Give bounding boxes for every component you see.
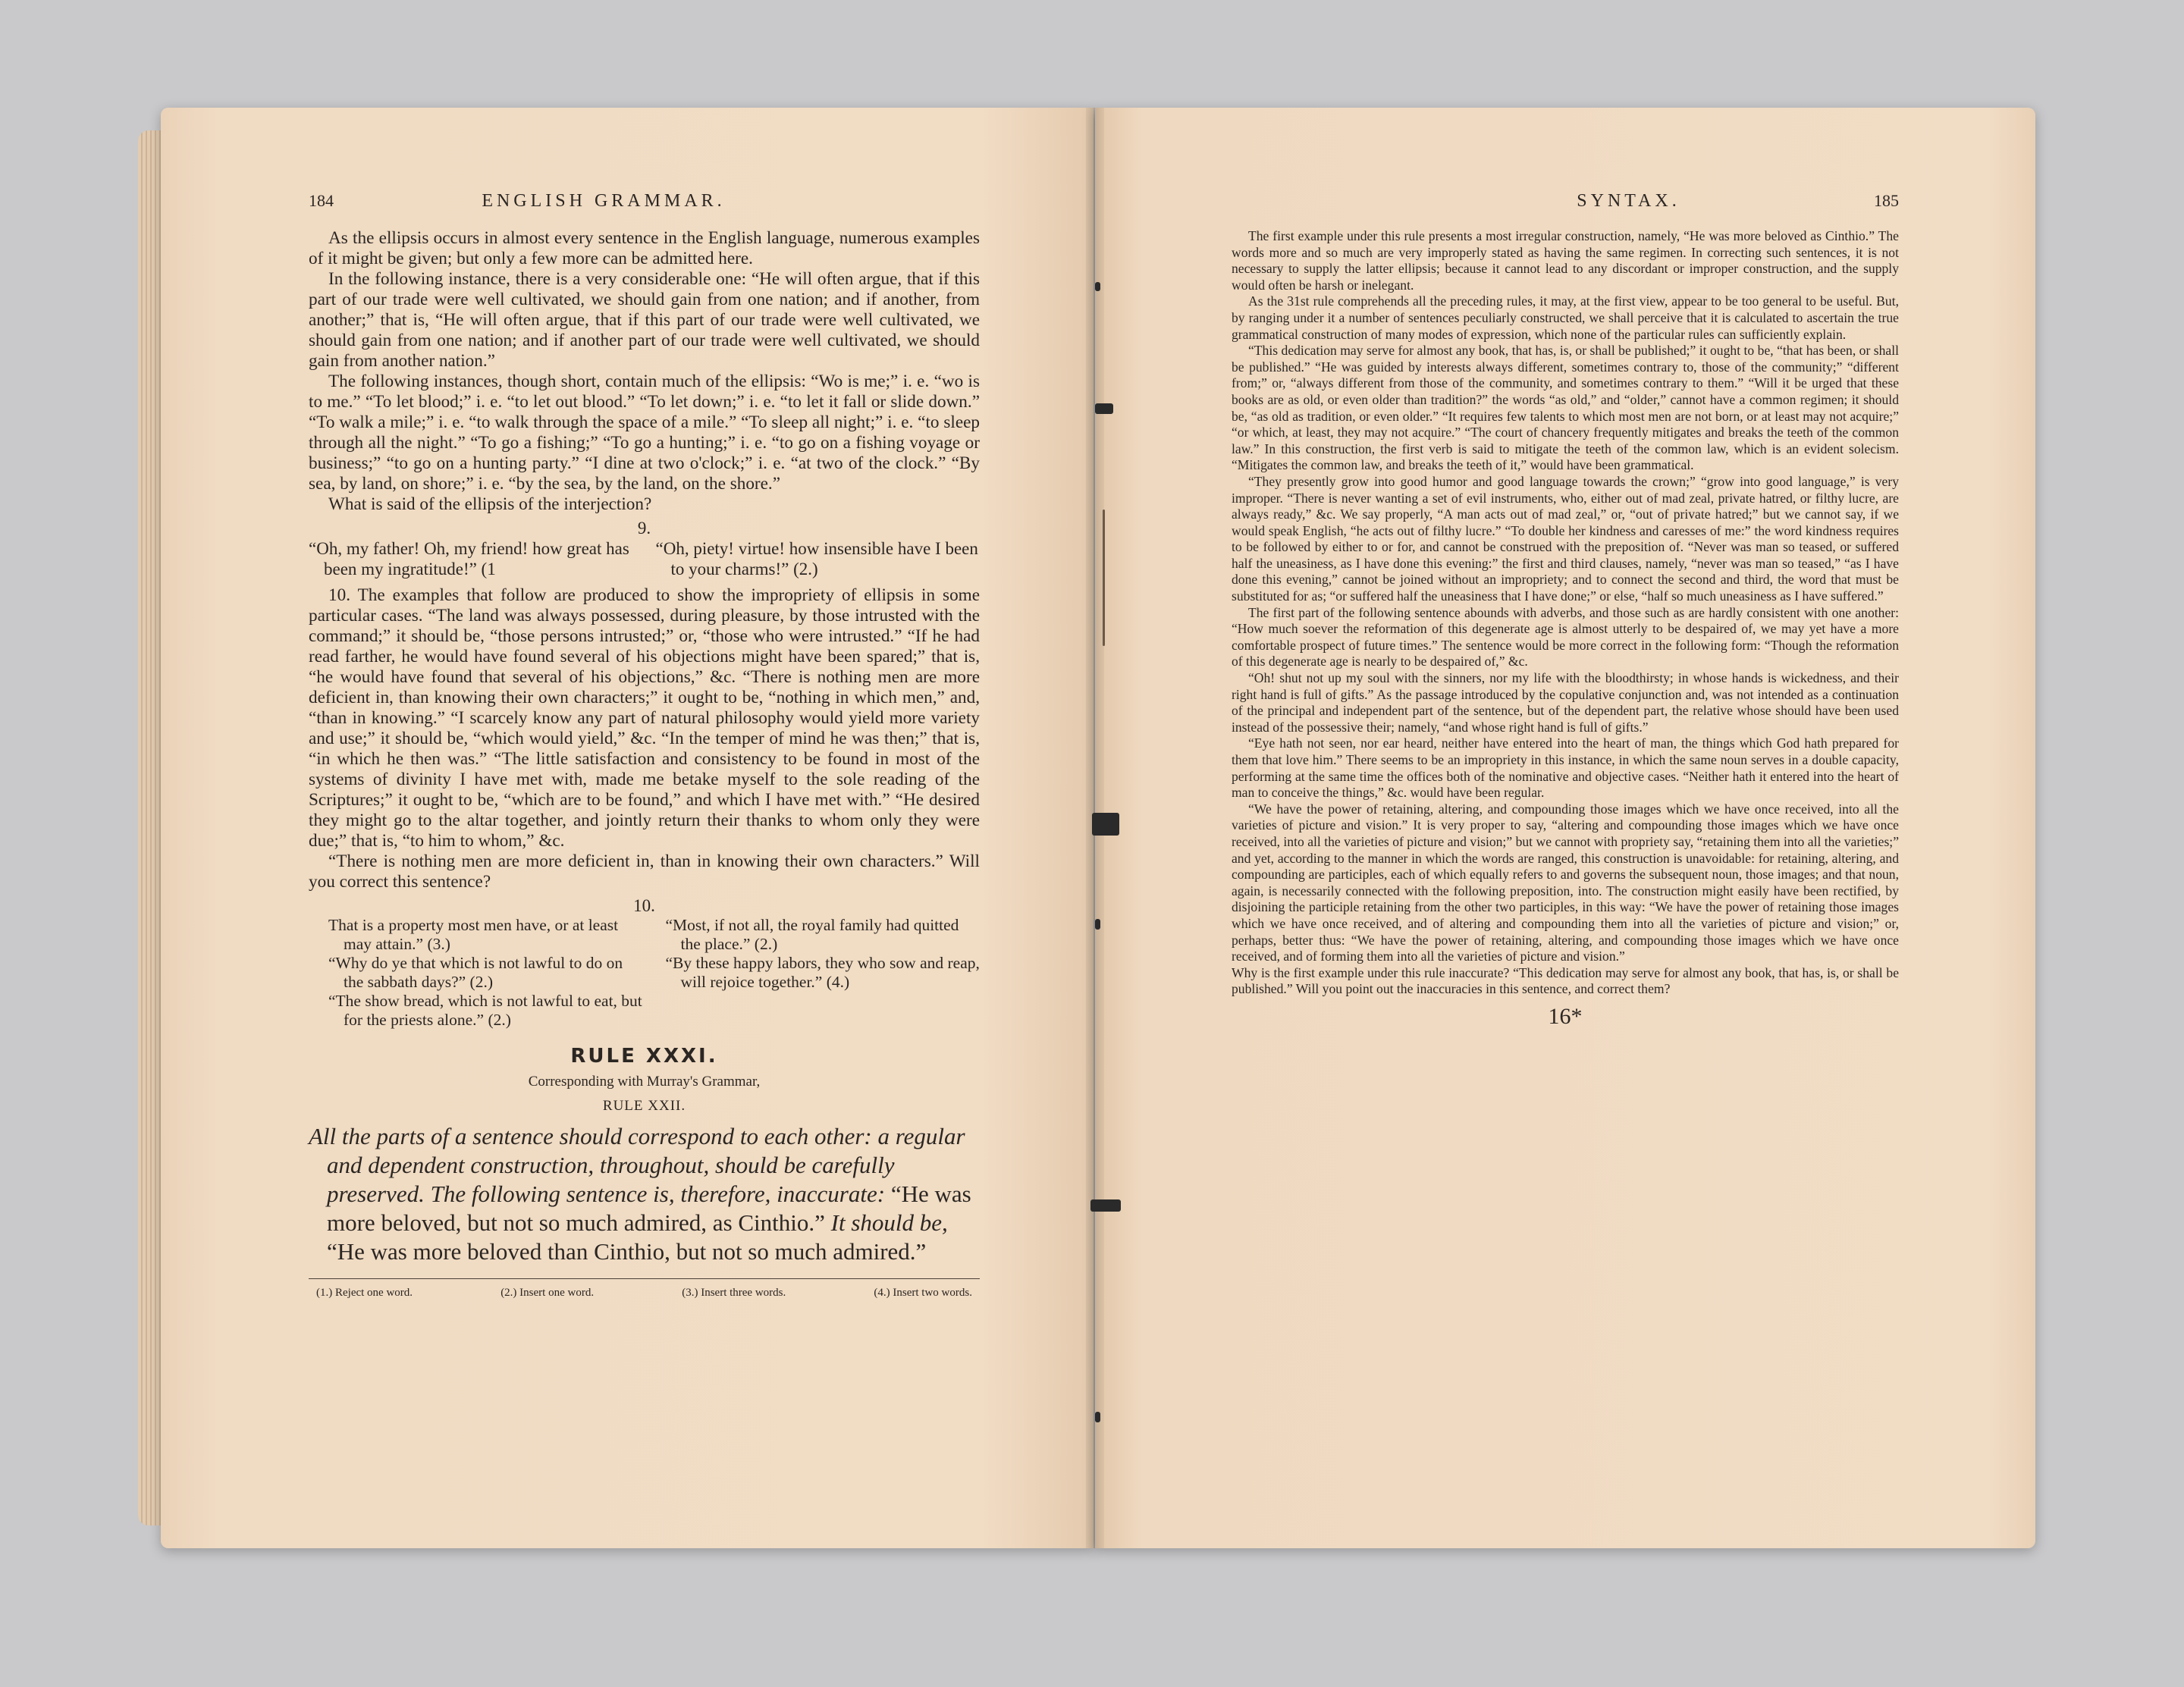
left-running-title: ENGLISH GRAMMAR. — [482, 191, 726, 211]
right-page-number: 185 — [1873, 191, 1899, 210]
paragraph: In the following instance, there is a very considerable one: “He will often argue, that if this part of our trade were well cultivated, we should gain from one nation; and if another, from another;” that is, “He will often argue, that if this part of our trade were well cultivated, we should gain from one nation; and if another part of our trade were well cultivated, we should gain from another nation.” — [309, 269, 980, 371]
exercise-10 — [309, 916, 980, 1030]
footnote: (1.) Reject one word. — [316, 1287, 413, 1299]
binding-stitch — [1095, 282, 1100, 291]
exercise-item: That is a property most men have, or at least may attain.” (3.) — [328, 916, 619, 953]
rule-reference: RULE XXII. — [602, 1098, 686, 1114]
paragraph: “We have the power of retaining, altering, and compounding those images which we have once received, into all the varieties of picture and vision.” It is very proper to say, “altering and compounding those images which we have once received, into all the varieties of picture and vision;” but we cannot with propriety say, “retaining them into all the varieties;” and yet, according to the manner in which the words are ranged, this construction is unavoidable: for retaining, altering, and compounding are participles, each of which equally refers to and governs the subsequent noun, those images; and that noun, again, is necessarily connected with the following preposition, into. The construction might easily have been rectified, by disjoining the participle retaining from the other two participles, in this way: “We have the power of retaining those images which we have once received, and of altering and compounding them into all the varieties of picture and vision;” or, perhaps, better thus: “We have the power of retaining, altering, and compounding those images which we have once received, and of forming them into all the varieties of picture and vision.” — [1232, 801, 1899, 964]
exercise-item: “Most, if not all, the royal family had quitted the place.” (2.) — [665, 916, 959, 953]
rule-correction: “He was more beloved than Cinthio, but not so much admired.” — [327, 1238, 927, 1265]
exercise-item: “The show bread, which is not lawful to eat, but for the priests alone.” (2.) — [328, 992, 642, 1029]
open-book — [138, 108, 2041, 1548]
binding-stitch — [1092, 813, 1119, 836]
binding-stitch — [1095, 919, 1100, 930]
footnote: (2.) Insert one word. — [500, 1287, 595, 1299]
exercise-item: “Why do ye that which is not lawful to do on the sabbath days?” (2.) — [328, 954, 623, 991]
left-body — [309, 228, 980, 1300]
exercise-item: “Oh, my father! Oh, my friend! how great has been my ingratitude!” (1 — [309, 539, 629, 579]
footnotes — [309, 1278, 980, 1300]
paragraph: As the 31st rule comprehends all the preceding rules, it may, at the first view, appear to be too general to be useful. But, by ranging under it a number of sentences peculiarly constructed, we shall perceive that it is calculated to ascertain the true grammatical construction of many modes of expression, which none of the particular rules can sufficiently explain. — [1232, 293, 1899, 342]
exercise-9 — [309, 538, 980, 579]
left-page-number: 184 — [309, 191, 334, 210]
right-running-head — [1232, 191, 1899, 212]
right-page — [1095, 108, 2035, 1548]
exercise-item: “Oh, piety! virtue! how insensible have I been to your charms!” (2.) — [655, 539, 978, 579]
paragraph: As the ellipsis occurs in almost every sentence in the English language, numerous examples of it might be given; but only a few more can be admitted here. — [309, 228, 980, 268]
right-page-content — [1232, 191, 1899, 1030]
binding-stitch — [1095, 403, 1113, 414]
question: What is said of the ellipsis of the interjection? — [328, 494, 652, 514]
paragraph: “Oh! shut not up my soul with the sinners, nor my life with the bloodthirsty; in whose hands is wickedness, and their right hand is full of gifts.” As the passage introduced by the copulative conjunction and, was not intended as a continuation of the principal and independent part of the sentence, but of the dependent part, the relative whose should have been used instead of the possessive their; namely, “and whose right hand is full of gifts.” — [1232, 670, 1899, 735]
right-body — [1232, 228, 1899, 1030]
paragraph: “Eye hath not seen, nor ear heard, neither have entered into the heart of man, the things which God hath prepared for them that love him.” There seems to be an impropriety in this instance, in which the same noun serves in a double capacity, performing at the same time the offices both of the nominative and objective cases. “Neither hath it entered into the heart of man to conceive the things,” &c. would have been regular. — [1232, 735, 1899, 801]
paragraph: The first part of the following sentence abounds with adverbs, and those such as are hardly consistent with one another: “How much soever the reformation of this degenerate age is almost utterly to be despaired of, we may yet have a more comfortable prospect of future times.” The sentence would be more correct in the following form: “Though the reformation of this degenerate age is nearly to be despaired of,” &c. — [1232, 604, 1899, 669]
left-page-content — [309, 191, 980, 1300]
exercise-item: “By these happy labors, they who sow and reap, will rejoice together.” (4.) — [665, 954, 980, 991]
signature-mark: 16* — [1548, 1003, 1583, 1029]
right-running-title: SYNTAX. — [1577, 191, 1680, 211]
rule-statement — [309, 1122, 980, 1266]
paragraph: The first example under this rule presents a most irregular construction, namely, “He was more beloved as Cinthio.” The words more and so much are very improperly stated as having the same regimen. In correcting such sentences, it is not necessary to supply the latter ellipsis; because it cannot lead to any discordant or improper construction, and the supply would often be harsh or inelegant. — [1232, 228, 1899, 293]
paragraph: “This dedication may serve for almost any book, that has, is, or shall be published;” it ought to be, “that has been, or shall be published.” “He was guided by interests always different, sometimes contrary to, those of the community;” “different from;” or, “always different from those of the community, and sometimes contrary to them.” “Will it be urged that these books are as old, or even older than tradition?” the words “as old,” and “older,” cannot have a common regimen; it should be, “as old as tradition, or even older.” “It requires few talents to which most men are not born, or at least may not acquire;” “or which, at least, they may not acquire.” “The court of chancery frequently mitigates and breaks the teeth of the common law.” In this construction, the first verb is said to mitigate the teeth of the common law, which is an evident solecism. “Mitigates the common law, and breaks the teeth of it,” would have been grammatical. — [1232, 343, 1899, 473]
paragraph: “They presently grow into good humor and good language towards the crown;” “grow into good language,” is very improper. “There is never wanting a set of evil instruments, who, either out of mad zeal, private hatred, or filthy lucre, are always ready,” &c. We say properly, “A man acts out of mad zeal,” or, “out of private hatred;” but we cannot say, if we would speak English, “he acts out of filthy lucre.” “To double her kindness and caresses of me:” the word kindness requires to be followed by either to or for, and cannot be construed with the preposition of. “Never was man so teased, or suffered half the uneasiness, as I have done this evening:” the first and third clauses, namely, “never was man so teased,” “as I have done this evening,” cannot be joined without an impropriety; and to connect the second and third, the word that must be substituted for as; “or suffered half the uneasiness that I have done;” or else, “half so much uneasiness as I have suffered.” — [1232, 473, 1899, 604]
paragraph: 10. The examples that follow are produced to show the impropriety of ellipsis in some particular cases. “The land was always possessed, during pleasure, by those intrusted with the command;” it should be, “those persons intrusted;” or, “those who were intrusted.” “If he had read farther, he would have found several of his objections might have been spared;” that is, “he would have found that several of his objections,” &c. “There is nothing men are more deficient in, than knowing their own characters;” it ought to be, “nothing in which men,” and, “than in knowing.” “I scarcely know any part of natural philosophy would yield more variety and use;” it should be, “which would yield,” &c. “In the temper of mind he was then;” that is, “in which he then was.” “The little satisfaction and consistency to be found in most of the systems of divinity I have met with, made me betake myself to the sole reading of the Scriptures;” it ought to be, “which are to be found,” and which I have met with.” “He desired they might go to the altar together, and jointly return their thanks to whom only they were due;” that is, “to him to whom,” &c. — [309, 585, 980, 851]
rule-example: “He was more beloved, but not so much admired, as Cinthio.” — [327, 1181, 971, 1236]
rule-italic-text: It should be, — [824, 1209, 948, 1236]
rule-subtitle: Corresponding with Murray's Grammar, — [528, 1074, 761, 1090]
footnote: (3.) Insert three words. — [682, 1287, 786, 1299]
review-question: Why is the first example under this rule inaccurate? “This dedication may serve for almost any book, that has, is, or shall be published.” Will you point out the inaccuracies in this sentence, and correct them? — [1232, 964, 1899, 997]
paragraph: The following instances, though short, contain much of the ellipsis: “Wo is me;” i. e. “wo is to me.” “To let blood;” i. e. “to let out blood.” “To let down;” i. e. “to let it fall or slide down.” “To walk a mile;” i. e. “to walk through the space of a mile.” “To sleep all night;” i. e. “to sleep through all the night.” “To go a fishing;” “To go a hunting;” i. e. “to go on a fishing voyage or business;” “to go on a hunting party.” “I dine at two o'clock;” i. e. “at two of the clock.” “By sea, by land, on shore;” i. e. “by the sea, by the land, on the shore.” — [309, 372, 980, 494]
rule-title: RULE XXXI. — [570, 1045, 718, 1068]
exercise-number: 10. — [633, 896, 655, 915]
left-running-head — [309, 191, 980, 212]
left-page — [161, 108, 1094, 1548]
binding-stitch — [1103, 510, 1105, 646]
footnote: (4.) Insert two words. — [874, 1287, 972, 1299]
exercise-number: 9. — [637, 519, 651, 538]
binding-stitch — [1090, 1199, 1121, 1212]
paragraph: “There is nothing men are more deficient in, than in knowing their own characters.” Will you correct this sentence? — [309, 851, 980, 892]
binding-stitch — [1095, 1412, 1100, 1422]
rule-italic-text: All the parts of a sentence should correspond to each other: a regular and dependent construction, throughout, should be carefully preserved. The following sentence is, therefore, inaccurate: — [309, 1123, 965, 1207]
